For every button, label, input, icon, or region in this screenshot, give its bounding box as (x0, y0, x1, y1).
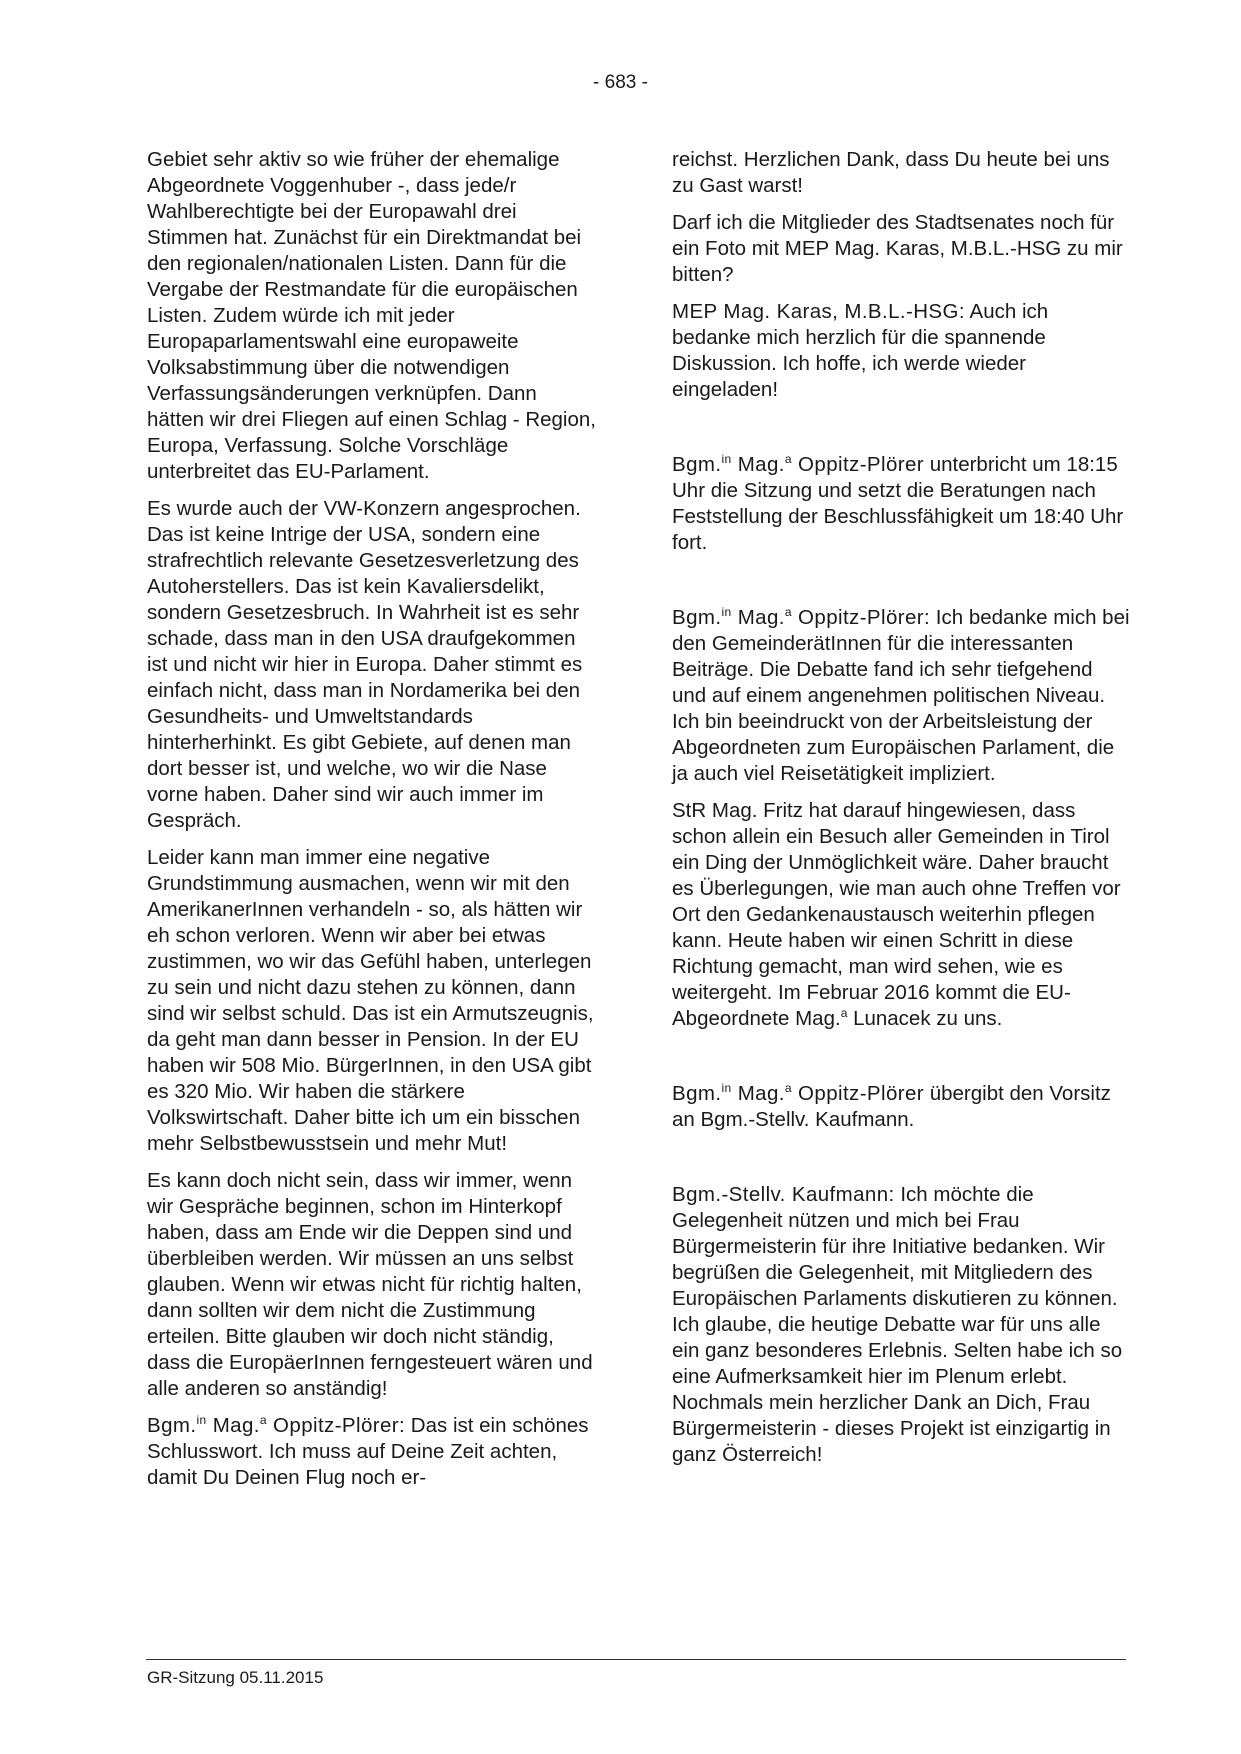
speaker-name: Bgm.$^{in}$ Mag.$^a$ Oppitz-Plörer (672, 452, 925, 476)
speech-text: Das ist ein schönes Schlusswort. Ich muss auf Deine Zeit achten, damit Du Deinen Flug noch er- (147, 1414, 589, 1489)
right-paragraph-2: Darf ich die Mitglieder des Stadtsenates noch für ein Foto mit MEP Mag. Karas, M.B.L.-HSG zu mir bitten? (672, 211, 1123, 286)
left-column (147, 147, 597, 1502)
left-paragraph-5 (147, 1413, 597, 1491)
right-paragraph-3 (672, 299, 1132, 403)
right-paragraph-1: reichst. Herzlichen Dank, dass Du heute bei uns zu Gast warst! (672, 148, 1110, 197)
page-number: - 683 - (593, 72, 648, 93)
left-paragraph-1: Gebiet sehr aktiv so wie früher der ehemalige Abgeordnete Voggenhuber -, dass jede/r Wahlberechtigte bei der Europawahl drei Stimmen hat. Zunächst für ein Direktmandat bei den regionalen/nationalen Listen. Dann für die Vergabe der Restmandate für die europäischen Listen. Zudem würde ich mit jeder Europaparlamentswahl eine europaweite Volksabstimmung über die notwendigen Verfassungsänderungen verknüpfen. Dann hätten wir drei Fliegen auf einen Schlag - Region, Europa, Verfassung. Solche Vorschläge unterbreitet das EU-Parlament. (147, 148, 596, 483)
right-paragraph-5 (672, 605, 1132, 787)
footer-session-date: GR-Sitzung 05.11.2015 (147, 1668, 324, 1687)
speech-text: Ich bedanke mich bei den GemeinderätInnen für die interessanten Beiträge. Die Debatte fand ich sehr tiefgehend und auf einem angenehmen politischen Niveau. Ich bin beeindruckt von der Arbeitsleistung der Abgeordneten zum Europäischen Parlament, die ja auch viel Reisetätigkeit impliziert. (672, 606, 1130, 785)
speaker-name: MEP Mag. Karas, M.B.L.-HSG: (672, 300, 965, 323)
speech-text: Auch ich bedanke mich herzlich für die spannende Diskussion. Ich hoffe, ich werde wieder eingeladen! (672, 300, 1049, 401)
right-paragraph-8 (672, 1182, 1132, 1468)
speaker-name: Bgm.-Stellv. Kaufmann: (672, 1183, 895, 1206)
speaker-name: Bgm.$^{in}$ Mag.$^a$ Oppitz-Plörer: (672, 605, 931, 629)
footer-divider (146, 1659, 1126, 1660)
speaker-name: Bgm.$^{in}$ Mag.$^a$ Oppitz-Plörer (672, 1081, 925, 1105)
right-paragraph-6: StR Mag. Fritz hat darauf hingewiesen, dass schon allein ein Besuch aller Gemeinden in Tirol ein Ding der Unmöglichkeit wäre. Daher braucht es Überlegungen, wie man auch ohne Treffen vor Ort den Gedankenaustausch weiterhin pflegen kann. Heute haben wir einen Schritt in diese Richtung gemacht, man wird sehen, wie es weitergeht. Im Februar 2016 kommt die EU-Abgeordnete Mag.$^a$ Lunacek zu uns. (672, 799, 1121, 1030)
right-column (672, 147, 1132, 1479)
left-paragraph-3: Leider kann man immer eine negative Grundstimmung ausmachen, wenn wir mit den AmerikanerInnen verhandeln - so, als hätten wir eh schon verloren. Wenn wir aber bei etwas zustimmen, wo wir das Gefühl haben, unterlegen zu sein und nicht dazu stehen zu können, dann sind wir selbst schuld. Das ist ein Armutszeugnis, da geht man dann besser in Pension. In der EU haben wir 508 Mio. BürgerInnen, in den USA gibt es 320 Mio. Wir haben die stärkere Volkswirtschaft. Daher bitte ich um ein bisschen mehr Selbstbewusstsein und mehr Mut! (147, 846, 594, 1155)
speech-text: Ich möchte die Gelegenheit nützen und mich bei Frau Bürgermeisterin für ihre Initiative bedanken. Wir begrüßen die Gelegenheit, mit Mitgliedern des Europäischen Parlaments diskutieren zu können. Ich glaube, die heutige Debatte war für uns alle ein ganz besonderes Erlebnis. Selten habe ich so eine Aufmerksamkeit hier im Plenum erlebt. Nochmals mein herzlicher Dank an Dich, Frau Bürgermeisterin - dieses Projekt ist einzigartig in ganz Österreich! (672, 1183, 1123, 1466)
speaker-name: Bgm.$^{in}$ Mag.$^a$ Oppitz-Plörer: (147, 1413, 406, 1437)
left-paragraph-4: Es kann doch nicht sein, dass wir immer, wenn wir Gespräche beginnen, schon im Hinterkopf haben, dass am Ende wir die Deppen sind und überbleiben werden. Wir müssen an uns selbst glauben. Wenn wir etwas nicht für richtig halten, dann sollten wir dem nicht die Zustimmung erteilen. Bitte glauben wir doch nicht ständig, dass die EuropäerInnen ferngesteuert wären und alle anderen so anständig! (147, 1169, 593, 1400)
speech-text: unterbricht um 18:15 Uhr die Sitzung und setzt die Beratungen nach Feststellung der Beschlussfähigkeit um 18:40 Uhr fort. (672, 453, 1124, 554)
left-paragraph-2: Es wurde auch der VW-Konzern angesprochen. Das ist keine Intrige der USA, sondern eine strafrechtlich relevante Gesetzesverletzung des Autoherstellers. Das ist kein Kavaliersdelikt, sondern Gesetzesbruch. In Wahrheit ist es sehr schade, dass man in den USA draufgekommen ist und nicht wir hier in Europa. Daher stimmt es einfach nicht, dass man in Nordamerika bei den Gesundheits- und Umweltstandards hinterherhinkt. Es gibt Gebiete, auf denen man dort besser ist, und welche, wo wir die Nase vorne haben. Daher sind wir auch immer im Gespräch. (147, 497, 583, 832)
right-paragraph-4 (672, 452, 1132, 556)
speech-text: übergibt den Vorsitz an Bgm.-Stellv. Kaufmann. (672, 1082, 1111, 1131)
right-paragraph-7 (672, 1081, 1132, 1133)
